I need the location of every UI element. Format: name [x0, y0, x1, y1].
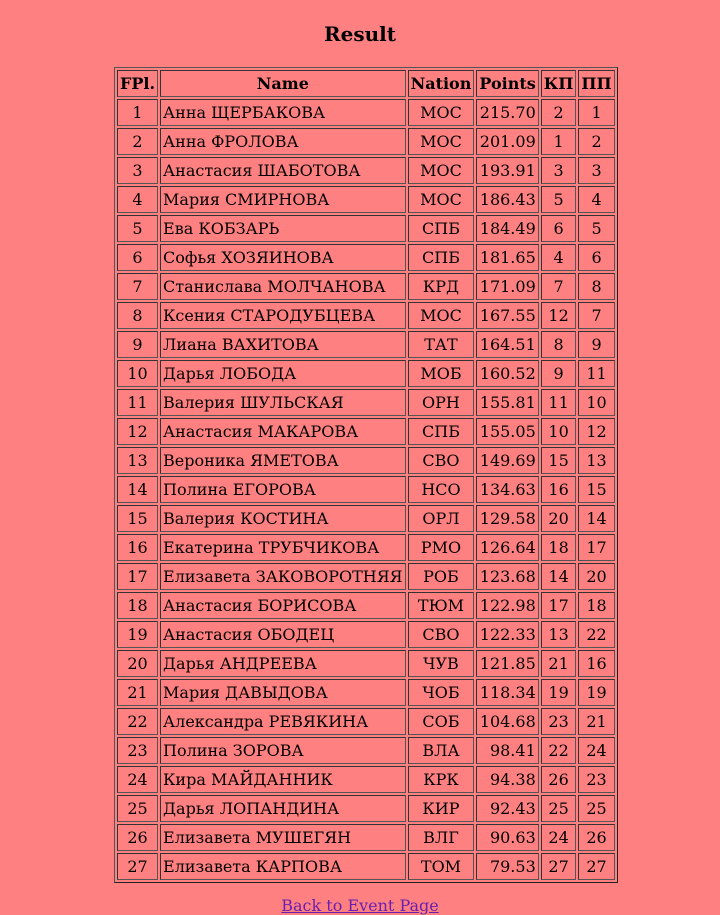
table-row	[117, 244, 615, 271]
cell-name: Анастасия ОБОДЕЦ	[160, 621, 406, 648]
cell-pp: 21	[578, 708, 614, 735]
back-to-event-link[interactable]: Back to Event Page	[281, 896, 439, 915]
cell-points: 193.91	[476, 157, 538, 184]
cell-place: 4	[117, 186, 158, 213]
cell-nation: ТОМ	[408, 853, 475, 880]
cell-kp: 27	[541, 853, 577, 880]
cell-place: 14	[117, 476, 158, 503]
cell-pp: 11	[578, 360, 614, 387]
cell-place: 26	[117, 824, 158, 851]
table-row	[117, 650, 615, 677]
cell-pp: 4	[578, 186, 614, 213]
cell-nation: ОРН	[408, 389, 475, 416]
cell-kp: 3	[541, 157, 577, 184]
table-row	[117, 534, 615, 561]
cell-pp: 7	[578, 302, 614, 329]
cell-kp: 6	[541, 215, 577, 242]
cell-points: 164.51	[476, 331, 538, 358]
cell-name: Елизавета ЗАКОВОРОТНЯЯ	[160, 563, 406, 590]
cell-name: Полина ЗОРОВА	[160, 737, 406, 764]
cell-nation: ЧУВ	[408, 650, 475, 677]
cell-nation: ТАТ	[408, 331, 475, 358]
cell-kp: 8	[541, 331, 577, 358]
cell-name: Софья ХОЗЯИНОВА	[160, 244, 406, 271]
cell-kp: 10	[541, 418, 577, 445]
cell-kp: 22	[541, 737, 577, 764]
cell-place: 11	[117, 389, 158, 416]
cell-points: 104.68	[476, 708, 538, 735]
cell-name: Вероника ЯМЕТОВА	[160, 447, 406, 474]
table-row	[117, 853, 615, 880]
cell-place: 1	[117, 99, 158, 126]
cell-name: Анна ФРОЛОВА	[160, 128, 406, 155]
table-row	[117, 418, 615, 445]
column-header-nation: Nation	[408, 70, 475, 97]
cell-points: 155.81	[476, 389, 538, 416]
cell-place: 17	[117, 563, 158, 590]
cell-pp: 16	[578, 650, 614, 677]
cell-kp: 26	[541, 766, 577, 793]
column-header-name: Name	[160, 70, 406, 97]
cell-name: Валерия КОСТИНА	[160, 505, 406, 532]
cell-points: 201.09	[476, 128, 538, 155]
table-row	[117, 563, 615, 590]
cell-place: 10	[117, 360, 158, 387]
page-title: Result	[324, 22, 396, 46]
cell-pp: 20	[578, 563, 614, 590]
cell-name: Ксения СТАРОДУБЦЕВА	[160, 302, 406, 329]
cell-name: Лиана ВАХИТОВА	[160, 331, 406, 358]
cell-nation: СПБ	[408, 215, 475, 242]
cell-name: Мария СМИРНОВА	[160, 186, 406, 213]
cell-name: Дарья АНДРЕЕВА	[160, 650, 406, 677]
cell-nation: МОС	[408, 157, 475, 184]
cell-nation: СОБ	[408, 708, 475, 735]
cell-points: 134.63	[476, 476, 538, 503]
cell-points: 215.70	[476, 99, 538, 126]
cell-kp: 14	[541, 563, 577, 590]
cell-pp: 19	[578, 679, 614, 706]
cell-points: 123.68	[476, 563, 538, 590]
cell-nation: ЧОБ	[408, 679, 475, 706]
cell-points: 155.05	[476, 418, 538, 445]
cell-place: 8	[117, 302, 158, 329]
table-row	[117, 273, 615, 300]
cell-kp: 25	[541, 795, 577, 822]
cell-name: Ева КОБЗАРЬ	[160, 215, 406, 242]
cell-place: 15	[117, 505, 158, 532]
table-row	[117, 157, 615, 184]
cell-kp: 19	[541, 679, 577, 706]
cell-kp: 23	[541, 708, 577, 735]
cell-pp: 27	[578, 853, 614, 880]
cell-kp: 16	[541, 476, 577, 503]
cell-place: 24	[117, 766, 158, 793]
column-header-kp: КП	[541, 70, 577, 97]
cell-place: 27	[117, 853, 158, 880]
cell-nation: МОС	[408, 302, 475, 329]
table-row	[117, 331, 615, 358]
cell-points: 129.58	[476, 505, 538, 532]
cell-points: 92.43	[476, 795, 538, 822]
cell-pp: 3	[578, 157, 614, 184]
cell-nation: КИР	[408, 795, 475, 822]
cell-points: 79.53	[476, 853, 538, 880]
cell-place: 7	[117, 273, 158, 300]
cell-kp: 1	[541, 128, 577, 155]
cell-nation: МОС	[408, 186, 475, 213]
cell-pp: 13	[578, 447, 614, 474]
cell-name: Анастасия БОРИСОВА	[160, 592, 406, 619]
table-row	[117, 795, 615, 822]
cell-nation: ТЮМ	[408, 592, 475, 619]
cell-kp: 15	[541, 447, 577, 474]
cell-name: Дарья ЛОБОДА	[160, 360, 406, 387]
cell-name: Елизавета КАРПОВА	[160, 853, 406, 880]
cell-place: 20	[117, 650, 158, 677]
cell-place: 13	[117, 447, 158, 474]
cell-place: 2	[117, 128, 158, 155]
cell-points: 184.49	[476, 215, 538, 242]
cell-nation: ОРЛ	[408, 505, 475, 532]
cell-place: 21	[117, 679, 158, 706]
cell-kp: 9	[541, 360, 577, 387]
cell-name: Валерия ШУЛЬСКАЯ	[160, 389, 406, 416]
table-row	[117, 128, 615, 155]
cell-points: 90.63	[476, 824, 538, 851]
cell-points: 118.34	[476, 679, 538, 706]
cell-nation: МОБ	[408, 360, 475, 387]
column-header-points: Points	[476, 70, 538, 97]
cell-kp: 5	[541, 186, 577, 213]
cell-pp: 10	[578, 389, 614, 416]
cell-place: 25	[117, 795, 158, 822]
cell-points: 122.98	[476, 592, 538, 619]
column-header-pp: ПП	[578, 70, 614, 97]
cell-name: Анастасия ШАБОТОВА	[160, 157, 406, 184]
cell-kp: 12	[541, 302, 577, 329]
table-row	[117, 215, 615, 242]
cell-pp: 22	[578, 621, 614, 648]
cell-kp: 21	[541, 650, 577, 677]
cell-points: 122.33	[476, 621, 538, 648]
cell-nation: НСО	[408, 476, 475, 503]
cell-points: 94.38	[476, 766, 538, 793]
table-row	[117, 186, 615, 213]
cell-points: 98.41	[476, 737, 538, 764]
cell-name: Анна ЩЕРБАКОВА	[160, 99, 406, 126]
cell-nation: РМО	[408, 534, 475, 561]
cell-place: 6	[117, 244, 158, 271]
cell-nation: КРД	[408, 273, 475, 300]
cell-place: 19	[117, 621, 158, 648]
results-body	[117, 99, 615, 880]
cell-name: Дарья ЛОПАНДИНА	[160, 795, 406, 822]
cell-points: 121.85	[476, 650, 538, 677]
cell-pp: 23	[578, 766, 614, 793]
cell-name: Станислава МОЛЧАНОВА	[160, 273, 406, 300]
cell-nation: МОС	[408, 99, 475, 126]
cell-name: Полина ЕГОРОВА	[160, 476, 406, 503]
cell-place: 3	[117, 157, 158, 184]
cell-kp: 18	[541, 534, 577, 561]
table-row	[117, 447, 615, 474]
cell-pp: 26	[578, 824, 614, 851]
table-row	[117, 302, 615, 329]
table-row	[117, 99, 615, 126]
cell-nation: СПБ	[408, 244, 475, 271]
cell-place: 23	[117, 737, 158, 764]
cell-kp: 13	[541, 621, 577, 648]
cell-points: 181.65	[476, 244, 538, 271]
cell-kp: 4	[541, 244, 577, 271]
table-row	[117, 360, 615, 387]
table-row	[117, 708, 615, 735]
cell-kp: 2	[541, 99, 577, 126]
cell-nation: МОС	[408, 128, 475, 155]
cell-nation: КРК	[408, 766, 475, 793]
cell-kp: 11	[541, 389, 577, 416]
table-row	[117, 737, 615, 764]
table-row	[117, 621, 615, 648]
cell-pp: 6	[578, 244, 614, 271]
cell-pp: 2	[578, 128, 614, 155]
cell-kp: 24	[541, 824, 577, 851]
cell-points: 186.43	[476, 186, 538, 213]
cell-nation: РОБ	[408, 563, 475, 590]
cell-nation: СВО	[408, 621, 475, 648]
cell-place: 18	[117, 592, 158, 619]
cell-kp: 17	[541, 592, 577, 619]
cell-nation: СПБ	[408, 418, 475, 445]
cell-pp: 18	[578, 592, 614, 619]
cell-kp: 20	[541, 505, 577, 532]
cell-name: Анастасия МАКАРОВА	[160, 418, 406, 445]
table-row	[117, 389, 615, 416]
cell-pp: 25	[578, 795, 614, 822]
cell-place: 9	[117, 331, 158, 358]
results-table	[114, 67, 618, 883]
cell-pp: 24	[578, 737, 614, 764]
cell-points: 171.09	[476, 273, 538, 300]
column-header-place: FPl.	[117, 70, 158, 97]
table-row	[117, 592, 615, 619]
cell-kp: 7	[541, 273, 577, 300]
cell-points: 126.64	[476, 534, 538, 561]
cell-place: 5	[117, 215, 158, 242]
cell-name: Елизавета МУШЕГЯН	[160, 824, 406, 851]
table-header-row	[117, 70, 615, 97]
cell-pp: 9	[578, 331, 614, 358]
table-row	[117, 766, 615, 793]
cell-nation: ВЛГ	[408, 824, 475, 851]
cell-place: 16	[117, 534, 158, 561]
cell-name: Кира МАЙДАННИК	[160, 766, 406, 793]
table-row	[117, 824, 615, 851]
cell-points: 167.55	[476, 302, 538, 329]
cell-pp: 17	[578, 534, 614, 561]
cell-place: 22	[117, 708, 158, 735]
cell-pp: 5	[578, 215, 614, 242]
cell-nation: ВЛА	[408, 737, 475, 764]
cell-name: Мария ДАВЫДОВА	[160, 679, 406, 706]
table-row	[117, 679, 615, 706]
cell-nation: СВО	[408, 447, 475, 474]
cell-place: 12	[117, 418, 158, 445]
cell-name: Александра РЕВЯКИНА	[160, 708, 406, 735]
cell-points: 160.52	[476, 360, 538, 387]
cell-pp: 12	[578, 418, 614, 445]
cell-points: 149.69	[476, 447, 538, 474]
cell-pp: 1	[578, 99, 614, 126]
cell-pp: 14	[578, 505, 614, 532]
cell-pp: 15	[578, 476, 614, 503]
cell-pp: 8	[578, 273, 614, 300]
cell-name: Екатерина ТРУБЧИКОВА	[160, 534, 406, 561]
table-row	[117, 505, 615, 532]
table-row	[117, 476, 615, 503]
